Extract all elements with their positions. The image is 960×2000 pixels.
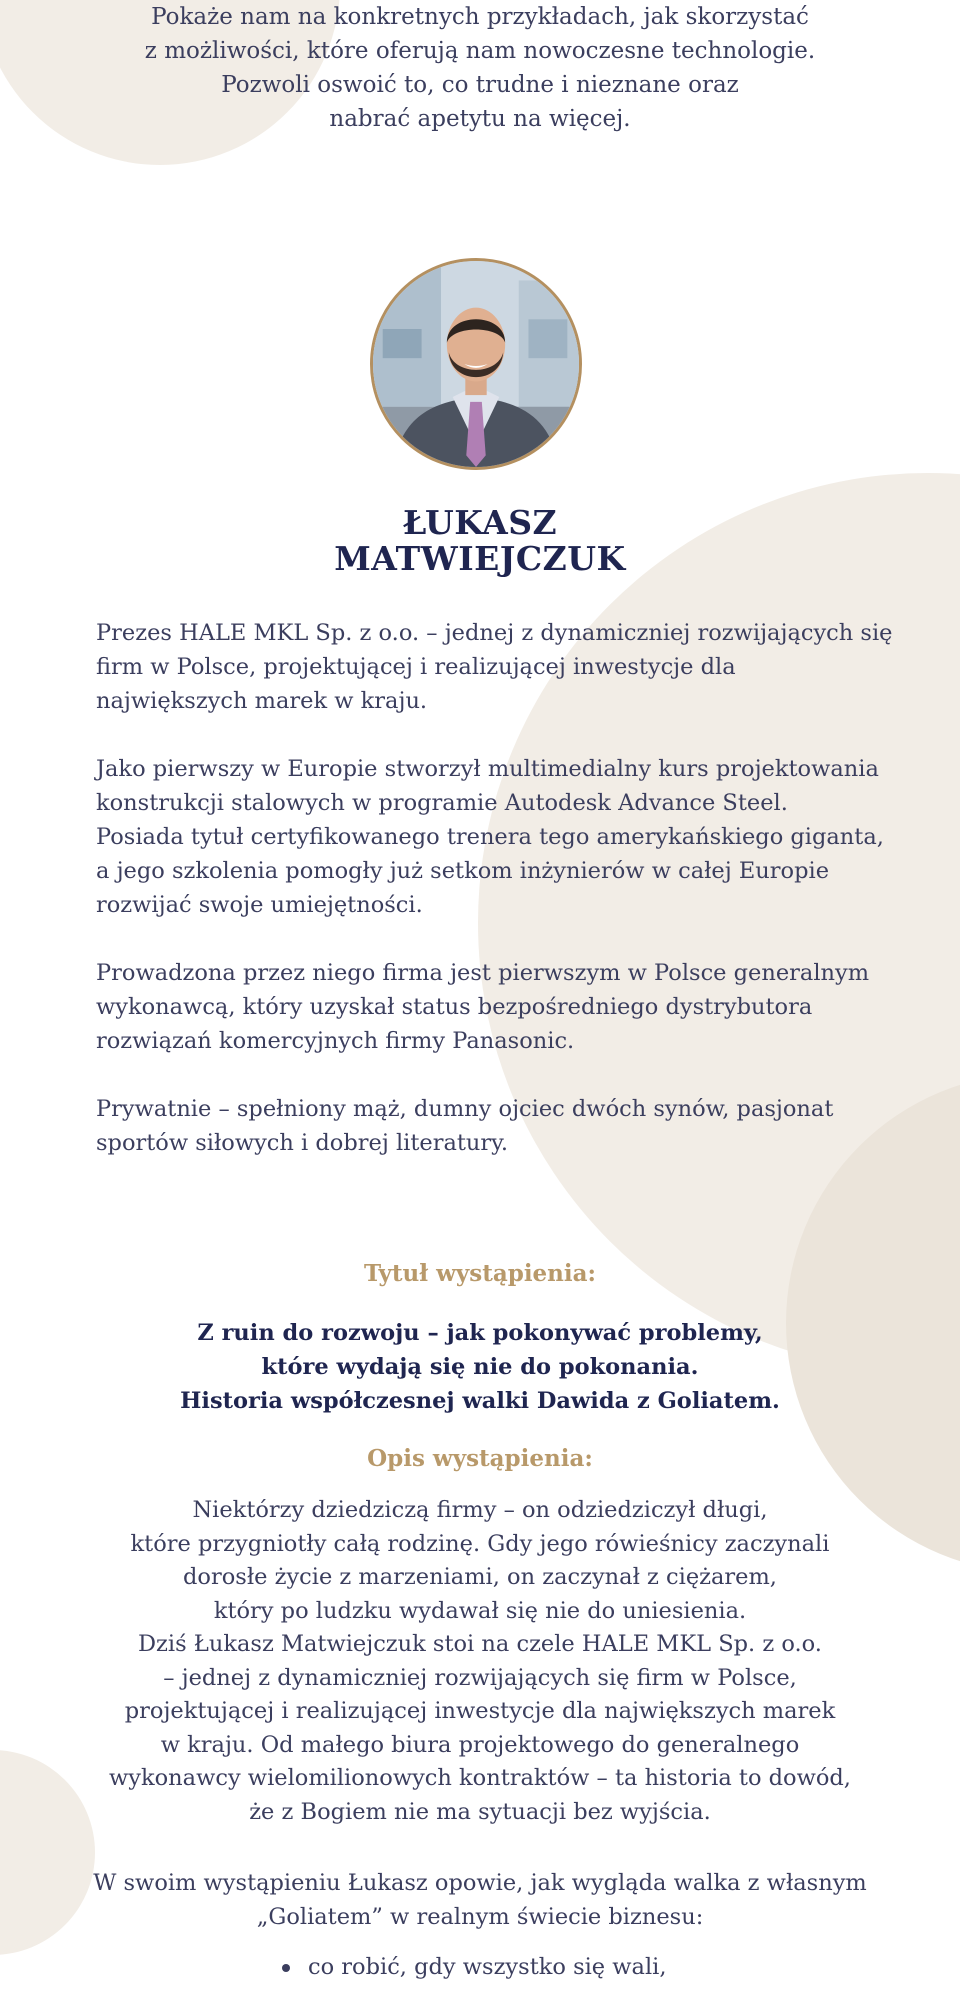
talk-title-line: Historia współczesnej walki Dawida z Goliatem. bbox=[180, 1388, 780, 1414]
bio-paragraph bbox=[96, 752, 896, 922]
speaker-photo bbox=[373, 261, 579, 467]
bio-line: konstrukcji stalowych w programie Autodesk Advance Steel. bbox=[96, 790, 788, 816]
bio-line: wykonawcą, który uzyskał status bezpośredniego dystrybutora bbox=[96, 994, 813, 1020]
description-line: Niektórzy dziedziczą firmy – on odziedziczył długi, bbox=[192, 1497, 768, 1523]
bio-line: największych marek w kraju. bbox=[96, 688, 428, 714]
description-line: projektującej i realizującej inwestycje dla największych marek bbox=[124, 1698, 836, 1724]
talk-intro-line: „Goliatem” w realnym świecie biznesu: bbox=[256, 1904, 704, 1930]
speaker-avatar bbox=[370, 258, 582, 470]
talk-intro-paragraph bbox=[0, 1866, 960, 1934]
description-line: Dziś Łukasz Matwiejczuk stoi na czele HALE MKL Sp. z o.o. bbox=[138, 1631, 822, 1657]
talk-title bbox=[0, 1316, 960, 1418]
intro-line: z możliwości, które oferują nam nowoczesne technologie. bbox=[144, 38, 816, 64]
speaker-first-name: ŁUKASZ bbox=[402, 503, 558, 542]
intro-line: Pozwoli oswoić to, co trudne i nieznane oraz bbox=[221, 72, 739, 98]
bio-line: Jako pierwszy w Europie stworzył multimedialny kurs projektowania bbox=[96, 756, 879, 782]
bio-line: Prywatnie – spełniony mąż, dumny ojciec dwóch synów, pasjonat bbox=[96, 1096, 834, 1122]
talk-description bbox=[0, 1494, 960, 1829]
bio-line: rozwijać swoje umiejętności. bbox=[96, 892, 423, 918]
bio-line: rozwiązań komercyjnych firmy Panasonic. bbox=[96, 1028, 575, 1054]
description-line: które przygniotły całą rodzinę. Gdy jego rówieśnicy zaczynali bbox=[130, 1530, 830, 1557]
description-line: dorosłe życie z marzeniami, on zaczynał z ciężarem, bbox=[183, 1564, 777, 1590]
talk-description-heading: Opis wystąpienia: bbox=[367, 1445, 593, 1472]
description-line: – jednej z dynamiczniej rozwijających się firm w Polsce, bbox=[163, 1664, 797, 1691]
bio-paragraph bbox=[96, 1092, 896, 1160]
bio-line: firm w Polsce, projektującej i realizującej inwestycje dla bbox=[96, 654, 736, 680]
bio-paragraph bbox=[96, 616, 896, 718]
bio-line: Posiada tytuł certyfikowanego trenera tego amerykańskiego giganta, bbox=[96, 824, 884, 850]
intro-paragraph bbox=[0, 0, 960, 136]
bio-line: Prowadzona przez niego firma jest pierwszym w Polsce generalnym bbox=[96, 960, 870, 986]
list-item: co robić, gdy wszystko się wali, bbox=[282, 1950, 667, 1984]
intro-line: nabrać apetytu na więcej. bbox=[329, 106, 631, 132]
talk-title-heading: Tytuł wystąpienia: bbox=[363, 1260, 597, 1287]
intro-line: Pokaże nam na konkretnych przykładach, jak skorzystać bbox=[151, 4, 809, 30]
talk-intro-line: W swoim wystąpieniu Łukasz opowie, jak wygląda walka z własnym bbox=[93, 1870, 867, 1896]
speaker-bio bbox=[96, 616, 896, 1194]
speaker-last-name: MATWIEJCZUK bbox=[334, 539, 626, 578]
bio-paragraph bbox=[96, 956, 896, 1058]
speaker-name bbox=[0, 505, 960, 577]
description-line: że z Bogiem nie ma sytuacji bez wyjścia. bbox=[249, 1798, 711, 1825]
description-line: wykonawcy wielomilionowych kontraktów – ta historia to dowód, bbox=[109, 1765, 851, 1791]
description-line: który po ludzku wydawał się nie do uniesienia. bbox=[213, 1597, 747, 1624]
bio-line: Prezes HALE MKL Sp. z o.o. – jednej z dynamiczniej rozwijających się bbox=[96, 620, 893, 646]
description-line: w kraju. Od małego biura projektowego do generalnego bbox=[160, 1731, 800, 1758]
bio-line: sportów siłowych i dobrej literatury. bbox=[96, 1130, 509, 1156]
bio-line: a jego szkolenia pomogły już setkom inżynierów w całej Europie bbox=[96, 858, 830, 884]
talk-topics-list bbox=[282, 1950, 667, 1984]
talk-title-line: Z ruin do rozwoju – jak pokonywać problemy, bbox=[197, 1320, 763, 1346]
talk-title-line: które wydają się nie do pokonania. bbox=[261, 1354, 699, 1380]
